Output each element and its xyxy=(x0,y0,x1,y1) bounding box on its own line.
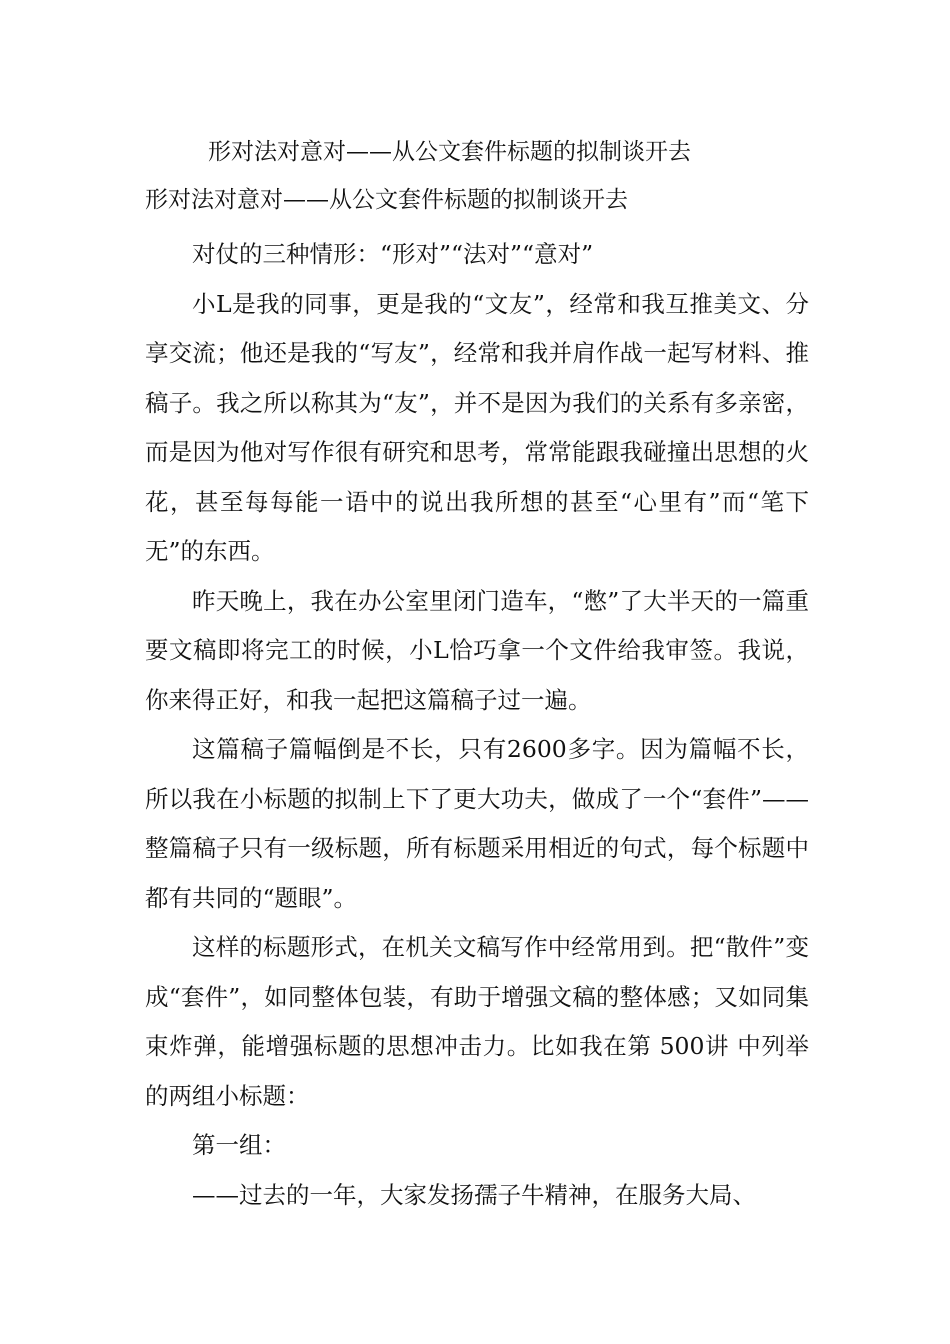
paragraph: 这样的标题形式，在机关文稿写作中经常用到。把“散件”变成“套件”，如同整体包装，有助于增强文稿的整体感；又如同集束炸弹，能增强标题的思想冲击力。比如我在第 500讲 中列举的两组小标题： xyxy=(145,933,809,1110)
paragraph-heading: 对仗的三种情形：“形对”“法对”“意对” xyxy=(192,240,594,268)
paragraph: 这篇稿子篇幅倒是不长，只有2600多字。因为篇幅不长，所以我在小标题的拟制上下了更大功夫，做成了一个“套件”——整篇稿子只有一级标题，所有标题采用相近的句式，每个标题中都有共同的“题眼”。 xyxy=(145,735,809,912)
paragraph: 昨天晚上，我在办公室里闭门造车，“憋”了大半天的一篇重要文稿即将完工的时候，小L恰巧拿一个文件给我审签。我说，你来得正好，和我一起把这篇稿子过一遍。 xyxy=(145,586,809,714)
document-subtitle: 形对法对意对——从公文套件标题的拟制谈开去 xyxy=(145,187,628,213)
paragraph: 第一组： xyxy=(192,1131,286,1159)
document-title: 形对法对意对——从公文套件标题的拟制谈开去 xyxy=(208,139,691,165)
document-body xyxy=(145,230,809,1220)
paragraph: 小L是我的同事，更是我的“文友”，经常和我互推美文、分享交流；他还是我的“写友”，经常和我并肩作战一起写材料、推稿子。我之所以称其为“友”，并不是因为我们的关系有多亲密，而是因为他对写作很有研究和思考，常常能跟我碰撞出思想的火花，甚至每每能一语中的说出我所想的甚至“心里有”而“笔下无”的东西。 xyxy=(145,289,809,565)
paragraph: ——过去的一年，大家发扬孺子牛精神，在服务大局、 xyxy=(192,1180,756,1209)
